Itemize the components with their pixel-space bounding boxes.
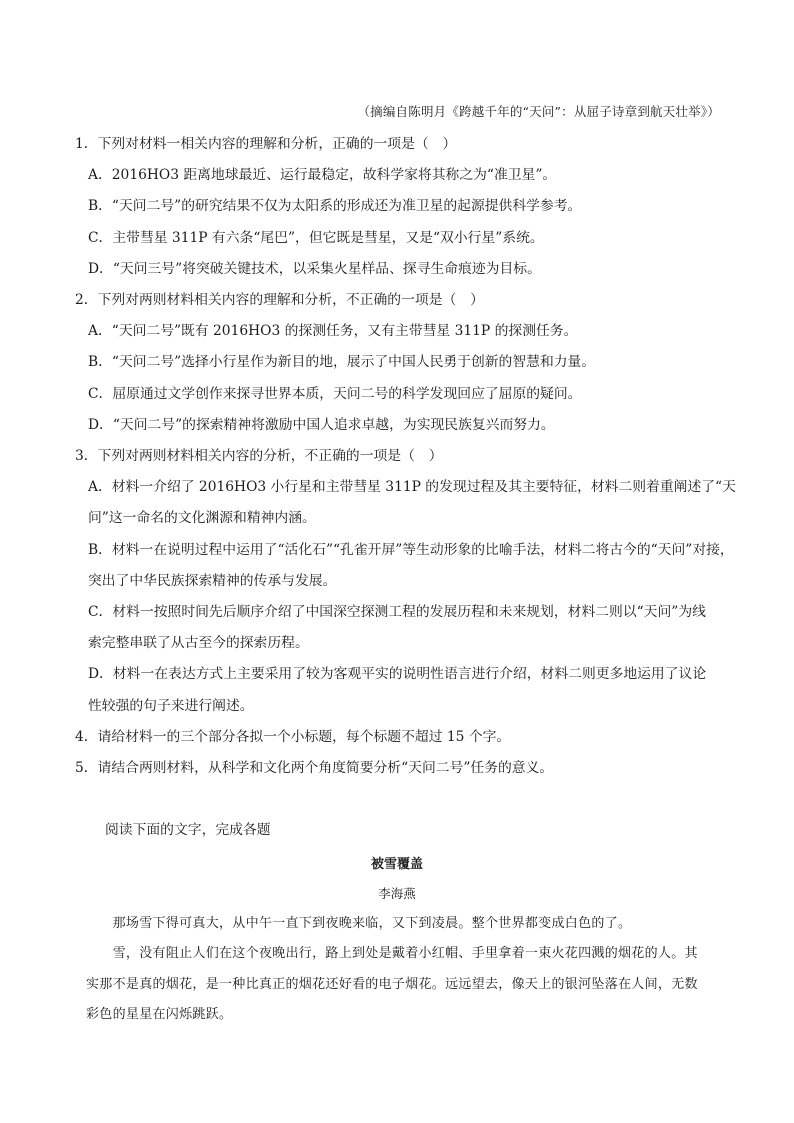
question-3-option-d-line1: D．材料一在表达方式上主要采用了较为客观平实的说明性语言进行介绍，材料二则更多地运用了议论 [88, 666, 707, 682]
question-3-option-c-line2: 索完整串联了从古至今的探索历程。 [88, 635, 309, 651]
question-1-option-d: D．“天问三号”将突破关键技术，以采集火星样品、探寻生命痕迹为目标。 [88, 261, 541, 277]
question-2-option-a: A．“天问二号”既有 2016HO3 的探测任务，又有主带彗星 311P 的探测任务。 [88, 323, 578, 339]
passage-title: 被雪覆盖 [370, 857, 423, 872]
passage-paragraph-1: 那场雪下得可真大，从中午一直下到夜晚来临，又下到凌晨。整个世界都变成白色的了。 [86, 916, 632, 931]
passage-paragraph-2-line2: 实那不是真的烟花，是一种比真正的烟花还好看的电子烟花。远远望去，像天上的银河坠落在人间，无数 [86, 977, 698, 992]
question-3-stem: 3．下列对两则材料相关内容的分析，不正确的一项是（ ） [75, 448, 443, 464]
question-2-option-b: B．“天问二号”选择小行星作为新目的地，展示了中国人民勇于创新的智慧和力量。 [88, 354, 596, 370]
question-5-stem: 5．请结合两则材料，从科学和文化两个角度简要分析“天问二号”任务的意义。 [75, 760, 554, 776]
source-citation: （摘编自陈明月《跨越千年的“天问”：从屈子诗章到航天壮举》） [357, 104, 720, 119]
question-2-stem: 2．下列对两则材料相关内容的理解和分析，不正确的一项是（ ） [75, 292, 484, 308]
question-1-option-c: C．主带彗星 311P 有六条“尾巴”，但它既是彗星，又是“双小行星”系统。 [88, 230, 544, 246]
question-2-option-d: D．“天问二号”的探索精神将激励中国人追求卓越，为实现民族复兴而努力。 [88, 417, 555, 433]
question-1-stem: 1．下列对材料一相关内容的理解和分析，正确的一项是（ ） [75, 136, 457, 152]
reading-instruction: 阅读下面的文字，完成各题 [105, 822, 271, 838]
question-1-option-a: A．2016HO3 距离地球最近、运行最稳定，故科学家将其称之为“准卫星”。 [88, 167, 557, 183]
question-3-option-a-line2: 问”这一命名的文化渊源和精神内涵。 [88, 510, 316, 526]
passage-author: 李海燕 [378, 886, 416, 901]
passage-paragraph-2-line3: 彩色的星星在闪烁跳跃。 [86, 1007, 233, 1022]
question-3-option-b-line1: B．材料一在说明过程中运用了“活化石”“孔雀开屏”等生动形象的比喻手法，材料二将古今的“天问”对接， [88, 542, 734, 558]
question-1-option-b: B．“天问二号”的研究结果不仅为太阳系的形成还为准卫星的起源提供科学参考。 [88, 198, 582, 214]
question-4-stem: 4．请给材料一的三个部分各拟一个小标题，每个标题不超过 15 个字。 [75, 729, 511, 745]
question-2-option-c: C．屈原通过文学创作来探寻世界本质，天问二号的科学发现回应了屈原的疑问。 [88, 386, 582, 402]
passage-paragraph-2-line1: 雪，没有阻止人们在这个夜晚出行，路上到处是戴着小红帽、手里拿着一束火花四溅的烟花的人。其 [86, 946, 698, 961]
question-3-option-a-line1: A．材料一介绍了 2016HO3 小行星和主带彗星 311P 的发现过程及其主要特征，材料二则着重阐述了“天 [88, 479, 736, 495]
question-3-option-d-line2: 性较强的句子来进行阐述。 [88, 698, 254, 714]
question-3-option-c-line1: C．材料一按照时间先后顺序介绍了中国深空探测工程的发展历程和未来规划，材料二则以“天问”为线 [88, 604, 706, 620]
question-3-option-b-line2: 突出了中华民族探索精神的传承与发展。 [88, 573, 337, 589]
